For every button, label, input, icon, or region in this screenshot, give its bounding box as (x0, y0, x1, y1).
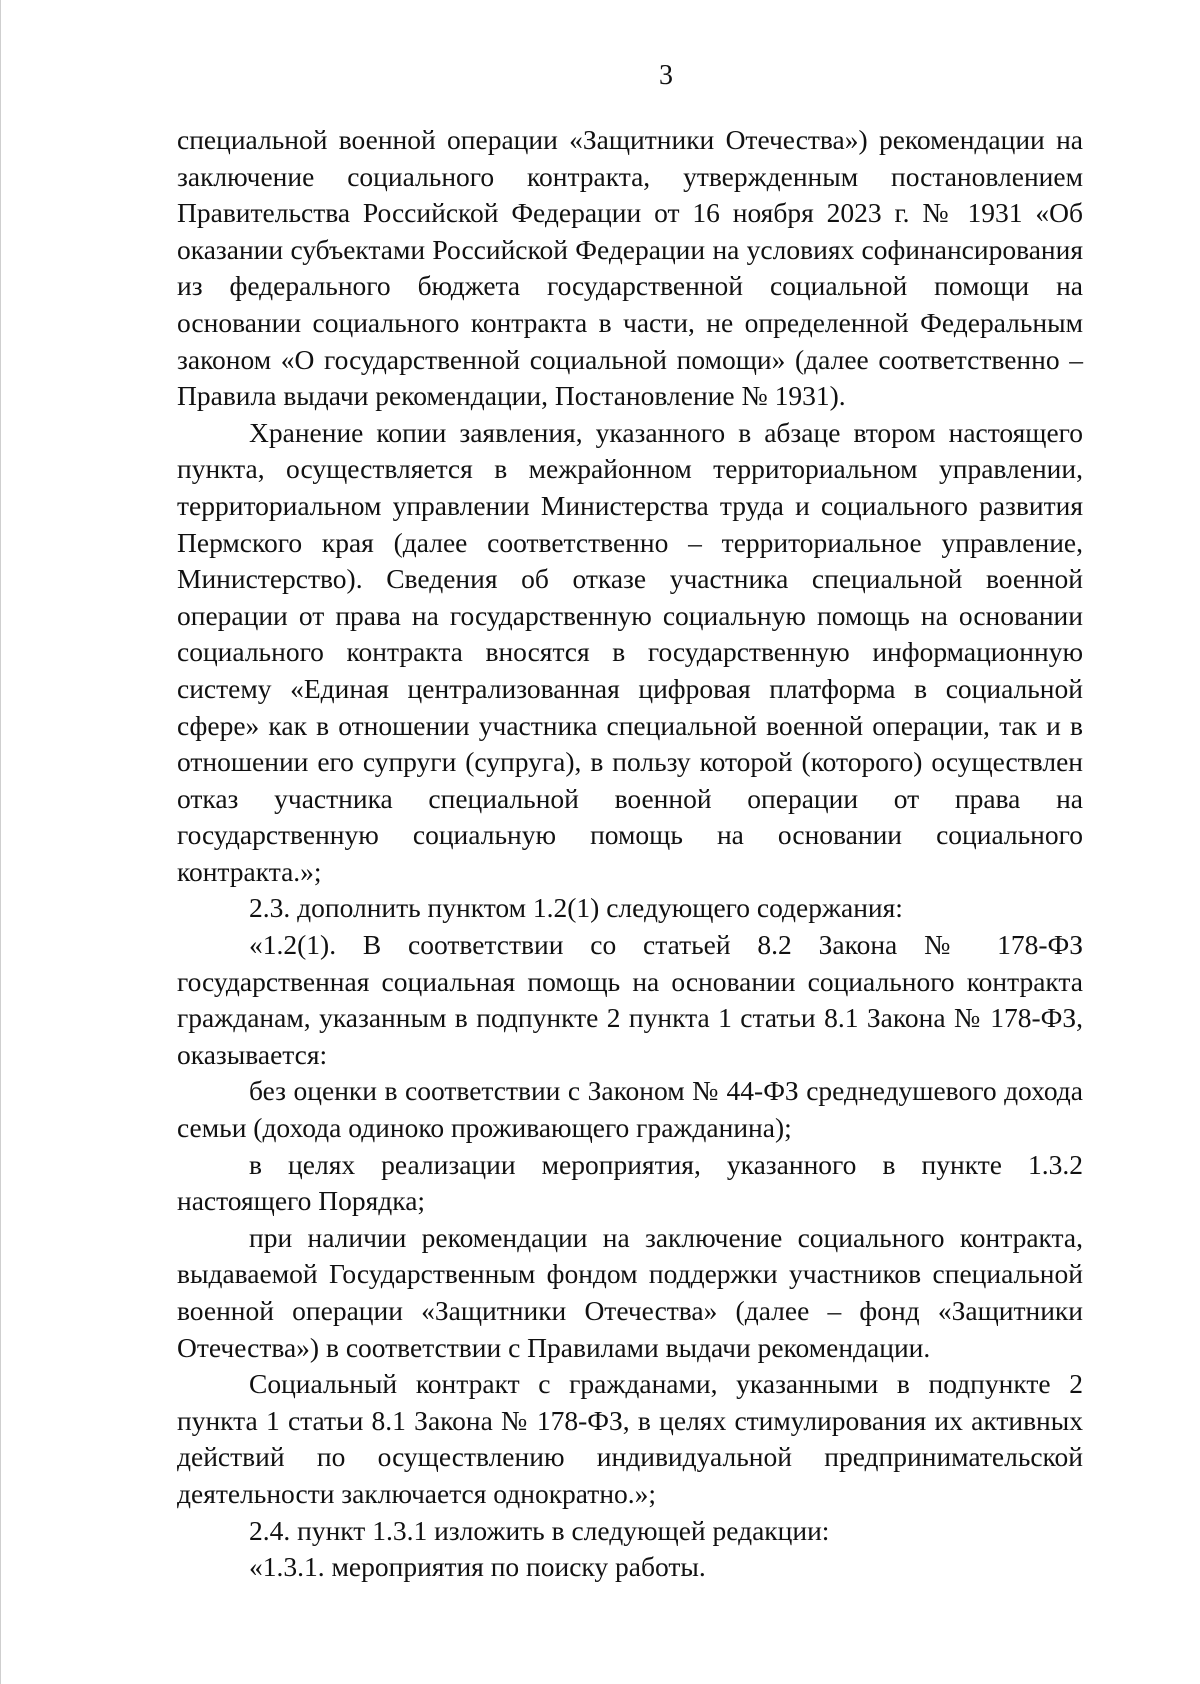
paragraph-10: «1.3.1. мероприятия по поиску работы. (249, 1551, 706, 1583)
paragraph-4: «1.2(1). В соответствии со статьей 8.2 Закона № 178-ФЗ государственная социальная помощь на основании социального контракта гражданам, указанным в подпункте 2 пункта 1 статьи 8.1 Закона № 178-ФЗ, оказывается: (177, 929, 1083, 1070)
paragraph-7: при наличии рекомендации на заключение социального контракта, выдаваемой Государственным фондом поддержки участников специальной военной операции «Защитники Отечества» (далее – фонд «Защитники Отечества») в соответствии с Правилами выдачи рекомендации. (177, 1221, 1083, 1363)
paragraph-1: специальной военной операции «Защитники Отечества») рекомендации на заключение социального контракта, утвержденным постановлением Правительства Российской Федерации от 16 ноября 2023 г. № 1931 «Об оказании субъектами Российской Федерации на условиях софинансирования из федерального бюджета государственной социальной помощи на основании социального контракта в части, не определенной Федеральным законом «О государственной социальной помощи» (далее соответственно – Правила выдачи рекомендации, Постановление № 1931). (177, 124, 1083, 412)
page-number: 3 (659, 60, 673, 91)
paragraph-9: 2.4. пункт 1.3.1 изложить в следующей редакции: (249, 1514, 830, 1546)
paragraph-2: Хранение копии заявления, указанного в абзаце втором настоящего пункта, осуществляется в межрайонном территориальном управлении, территориальном управлении Министерства труда и социального развития Пермского края (далее соответственно – территориальное управление, Министерство). Сведения об отказе участника специальной военной операции от права на государственную социальную помощь на основании социального контракта вносятся в государственную информационную систему «Единая централизованная цифровая платформа в социальной сфере» как в отношении участника специальной военной операции, так и в отношении его супруги (супруга), в пользу которой (которого) осуществлен отказ участника специальной военной операции от права на государственную социальную помощь на основании социального контракта.»; (177, 416, 1083, 887)
paragraph-5: без оценки в соответствии с Законом № 44-ФЗ среднедушевого дохода семьи (дохода одиноко проживающего гражданина); (177, 1075, 1083, 1144)
paragraph-3: 2.3. дополнить пунктом 1.2(1) следующего содержания: (249, 892, 903, 924)
document-body (177, 122, 1083, 1586)
paragraph-8: Социальный контракт с гражданами, указанными в подпункте 2 пункта 1 статьи 8.1 Закона № 178-ФЗ, в целях стимулирования их активных действий по осуществлению индивидуальной предпринимательской деятельности заключается однократно.»; (177, 1368, 1083, 1509)
paragraph-6: в целях реализации мероприятия, указанного в пункте 1.3.2 настоящего Порядка; (177, 1148, 1083, 1217)
